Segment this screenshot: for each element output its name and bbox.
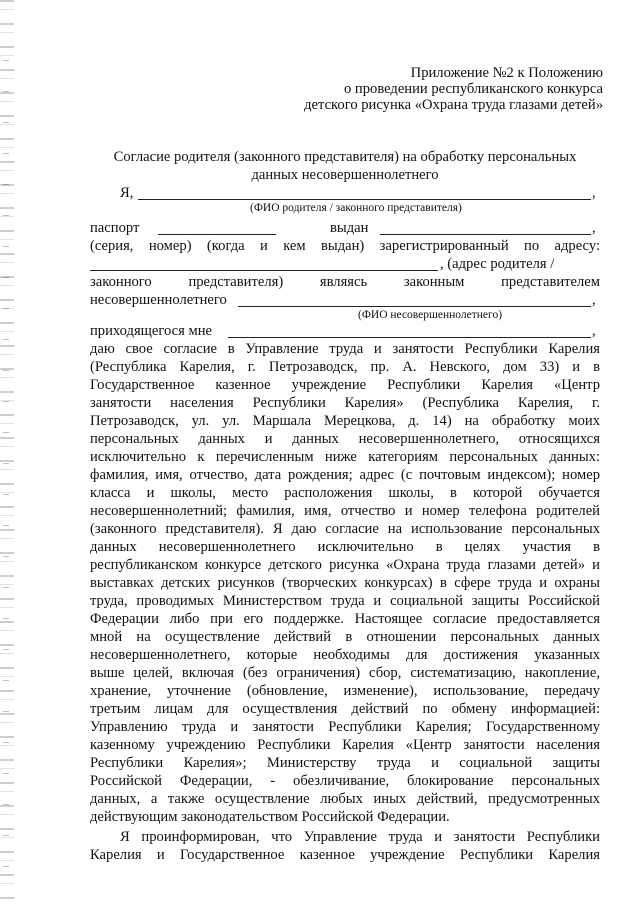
appendix-header bbox=[183, 65, 603, 113]
scan-margin-artifact bbox=[3, 60, 9, 880]
body-line: (Республика Карелия, г. Петрозаводск, пр. А. Невского, дом 33) и в bbox=[90, 359, 600, 375]
body-line: хранение, уточнение (обновление, изменение), использование, передачу bbox=[90, 683, 600, 699]
title-line: Согласие родителя (законного представителя) на обработку персональных bbox=[113, 149, 577, 165]
body-line: персональных данных и данных несовершеннолетнего, относящихся bbox=[90, 431, 600, 447]
caption-parent-name: (ФИО родителя / законного представителя) bbox=[250, 202, 462, 214]
body-line: выставках детских рисунков (творческих конкурсах) в сфере труда и охраны bbox=[90, 575, 600, 591]
body-line: третьим лицам для осуществления действий по обмену информацией: bbox=[90, 701, 600, 717]
body-line: занятости населения Республики Карелия» (Республика Карелия, г. bbox=[90, 395, 600, 411]
appendix-line: Приложение №2 к Положению bbox=[410, 65, 603, 81]
ya-label: Я, bbox=[120, 185, 134, 201]
body-line: Карелия и Государственное казенное учреждение Республики Карелия bbox=[90, 847, 600, 863]
parent-name-line[interactable] bbox=[138, 199, 591, 200]
passport-issued-line[interactable] bbox=[380, 234, 591, 235]
passport-number-line[interactable] bbox=[158, 234, 276, 235]
body-line: класса и школы, место расположения школы, в которой обучается bbox=[90, 485, 600, 501]
body-line: несовершеннолетний; фамилия, имя, отчество и номер телефона родителей bbox=[90, 503, 600, 519]
comma: , bbox=[592, 292, 596, 308]
minor-label: несовершеннолетнего bbox=[90, 292, 227, 308]
passport-note: (серия, номер) (когда и кем выдан) зарегистрированный по адресу: bbox=[90, 238, 600, 254]
body-line: республиканском конкурсе детского рисунка «Охрана труда глазами детей» и bbox=[90, 557, 600, 573]
body-line: Российской Федерации, - обезличивание, блокирование персональных bbox=[90, 773, 600, 789]
representative-line: законного представителя) являясь законным представителем bbox=[90, 274, 600, 290]
body-line: Государственное казенное учреждение Республики Карелия «Центр bbox=[90, 377, 600, 393]
body-line: выше целей, включая (без ограничения) сбор, систематизацию, накопление, bbox=[90, 665, 600, 681]
body-line: Я проинформирован, что Управление труда и занятости Республики bbox=[120, 829, 600, 845]
comma: , bbox=[592, 220, 596, 236]
body-line: мной на осуществление действий в отношении персональных данных bbox=[90, 629, 600, 645]
appendix-line: детского рисунка «Охрана труда глазами детей» bbox=[304, 97, 603, 113]
body-line: исключительно к перечисленным ниже категориям персональных данных: bbox=[90, 449, 600, 465]
relative-label: приходящегося мне bbox=[90, 323, 213, 339]
issued-label: выдан bbox=[330, 220, 369, 236]
body-line: несовершеннолетнего, которые необходимы для достижения указанных bbox=[90, 647, 600, 663]
body-line: Федерации либо при его поддержке. Настоящее согласие предоставляется bbox=[90, 611, 600, 627]
title-line: данных несовершеннолетнего bbox=[251, 167, 439, 183]
document-title bbox=[90, 148, 600, 184]
body-line: Петрозаводск, ул. ул. Маршала Мерецкова, д. 14) на обработку моих bbox=[90, 413, 600, 429]
body-line: данных, а также осуществление любых иных действий, предусмотренных bbox=[90, 791, 600, 807]
body-line: данных несовершеннолетнего исключительно в целях участия в bbox=[90, 539, 600, 555]
address-line[interactable] bbox=[90, 270, 438, 271]
body-line: Управлению труда и занятости Республики Карелия; Государственному bbox=[90, 719, 600, 735]
comma: , bbox=[592, 323, 596, 339]
body-line: труда, проводимых Министерством труда и социальной защиты Российской bbox=[90, 593, 600, 609]
address-note: , (адрес родителя / bbox=[440, 256, 555, 272]
caption-minor-name: (ФИО несовершеннолетнего) bbox=[358, 309, 503, 321]
minor-name-line[interactable] bbox=[238, 306, 591, 307]
body-line: (законного представителя). Я даю согласие на использование персональных bbox=[90, 521, 600, 537]
appendix-line: о проведении республиканского конкурса bbox=[343, 81, 603, 97]
body-line: казенному учреждению Республики Карелия «Центр занятости населения bbox=[90, 737, 600, 753]
body-line: фамилия, имя, отчество, дата рождения; адрес (с почтовым индексом); номер bbox=[90, 467, 600, 483]
body-line: Республики Карелия»; Министерству труда и социальной защиты bbox=[90, 755, 600, 771]
body-line: действующим законодательством Российской Федерации. bbox=[90, 809, 450, 825]
relationship-line[interactable] bbox=[228, 337, 591, 338]
passport-label: паспорт bbox=[90, 220, 140, 236]
comma: , bbox=[592, 185, 596, 201]
body-line: даю свое согласие в Управление труда и занятости Республики Карелия bbox=[90, 341, 600, 357]
